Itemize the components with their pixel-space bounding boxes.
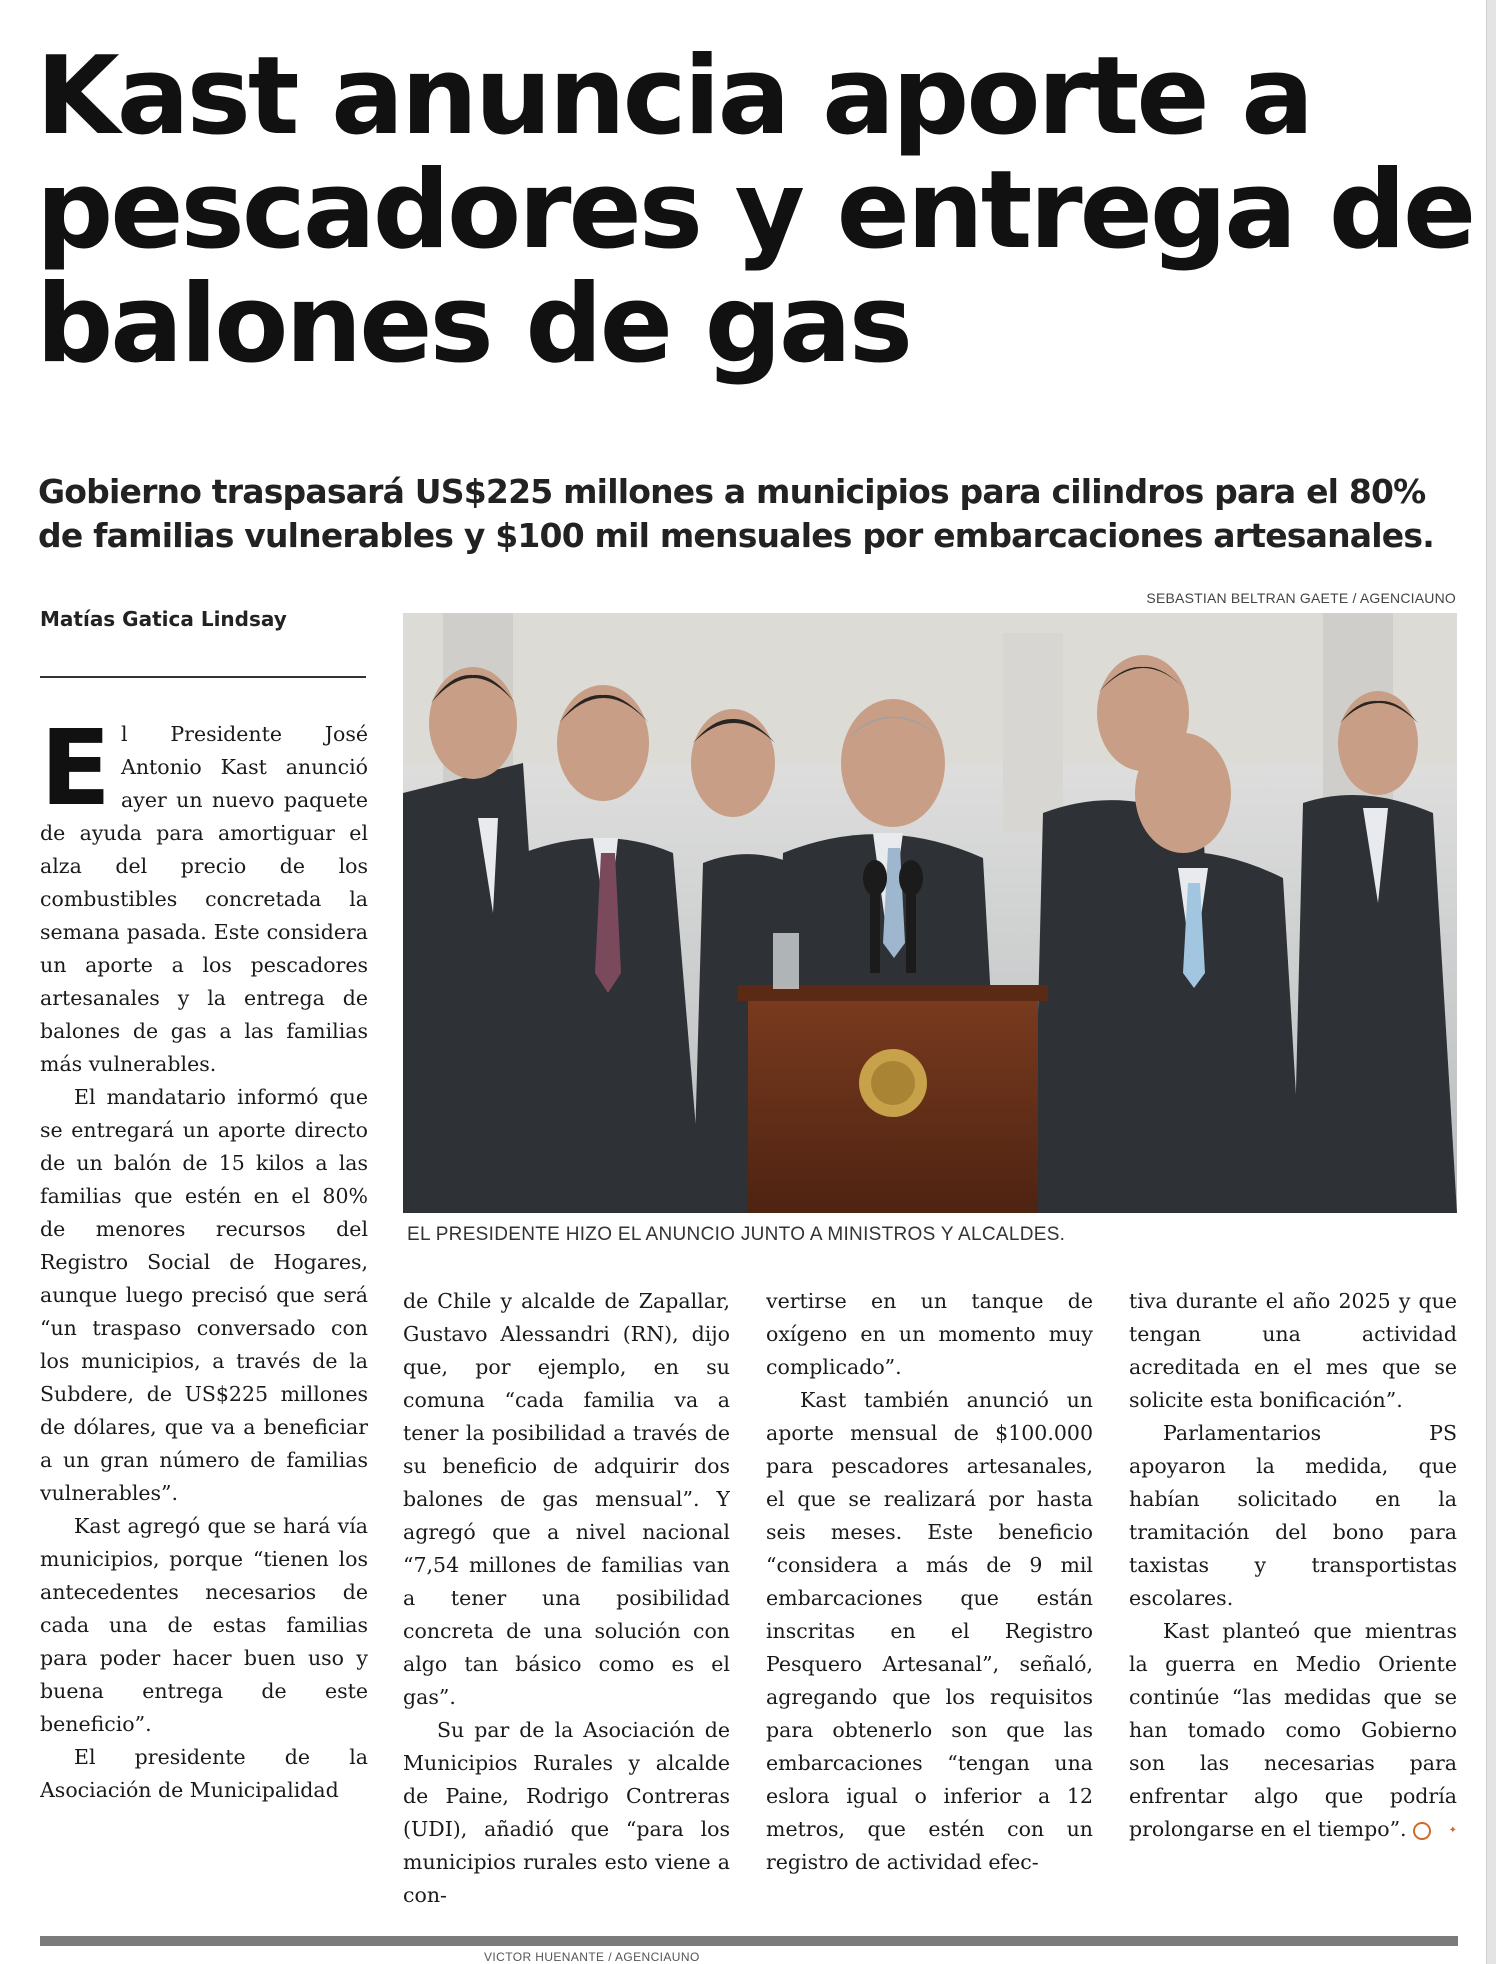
subheadline: Gobierno traspasará US$225 millones a municipios para cilindros para el 80% de familias vulnerables y $100 mil mensuales por embarcaciones artesanales. xyxy=(38,472,1434,555)
paragraph-text: l Presidente José Antonio Kast anunció ayer un nuevo paquete de ayuda para amortiguar el alza del precio de los combustibles concretada la semana pasada. Este considera un aporte a los pescadores artesanales y la entrega de balones de gas a las familias más vulnerables. xyxy=(40,722,368,1076)
paragraph: El presidente de la Asociación de Municipalidad xyxy=(40,1745,368,1802)
end-of-article-icon: ✦ xyxy=(1413,1822,1431,1840)
bottom-photo-credit: VICTOR HUENANTE / AGENCIAUNO xyxy=(484,1950,700,1964)
paragraph: Parlamentarios PS apoyaron la medida, que habían solicitado en la tramitación del bono para taxistas y transportistas escolares. xyxy=(1129,1421,1457,1610)
paragraph: El mandatario informó que se entregará un aporte directo de un balón de 15 kilos a las familias que estén en el 80% de menores recursos del Registro Social de Hogares, aunque luego precisó que será “un traspaso conversado con los municipios, a través de la Subdere, de US$225 millones de dólares, que va a beneficiar a un gran número de familias vulnerables”. xyxy=(40,1085,368,1505)
photo-credit: SEBASTIAN BELTRAN GAETE / AGENCIAUNO xyxy=(1146,590,1456,606)
byline: Matías Gatica Lindsay xyxy=(40,607,287,631)
paragraph-lead xyxy=(40,718,368,1081)
body-column-1 xyxy=(40,718,368,1954)
paragraph: Kast también anunció un aporte mensual de $100.000 para pescadores artesanales, el que se realizará por hasta seis meses. Este beneficio “considera a más de 9 mil embarcaciones que están inscritas en el Registro Pesquero Artesanal”, señaló, agregando que los requisitos para obtenerlo son que las embarcaciones “tengan una eslora igual o inferior a 12 metros, que estén con un registro de actividad efec- xyxy=(766,1388,1093,1874)
photo-caption: EL PRESIDENTE HIZO EL ANUNCIO JUNTO A MINISTROS Y ALCALDES. xyxy=(407,1224,1066,1245)
byline-divider xyxy=(40,676,366,678)
drop-cap: E xyxy=(40,718,112,829)
paragraph-text: Kast planteó que mientras la guerra en Medio Oriente continúe “las medidas que se han tomado como Gobierno son las necesarias para enfrentar algo que podría prolongarse en el tiempo”. xyxy=(1129,1619,1457,1841)
body-column-2 xyxy=(403,1285,730,1954)
paragraph-continued: tiva durante el año 2025 y que tengan una actividad acreditada en el mes que se solicite esta bonificación”. xyxy=(1129,1289,1457,1412)
paragraph-final xyxy=(1129,1615,1457,1846)
press-conference-image xyxy=(403,613,1457,1213)
body-column-3 xyxy=(766,1285,1093,1954)
article-photo xyxy=(403,613,1457,1213)
body-column-4 xyxy=(1129,1285,1457,1954)
page-edge xyxy=(1486,0,1496,1964)
paragraph-continued: de Chile y alcalde de Zapallar, Gustavo Alessandri (RN), dijo que, por ejemplo, en su comuna “cada familia va a tener la posibilidad a través de su beneficio de adquirir dos balones de gas mensual”. Y agregó que a nivel nacional “7,54 millones de familias van a tener una posibilidad concreta de una solución con algo tan básico como es el gas”. xyxy=(403,1289,730,1709)
paragraph-continued: vertirse en un tanque de oxígeno en un momento muy complicado”. xyxy=(766,1289,1093,1379)
bottom-divider xyxy=(40,1936,1458,1946)
headline: Kast anuncia aporte a pescadores y entrega de balones de gas xyxy=(36,34,1474,387)
paragraph: Kast agregó que se hará vía municipios, porque “tienen los antecedentes necesarios de cada una de estas familias para poder hacer buen uso y buena entrega de este beneficio”. xyxy=(40,1514,368,1736)
paragraph: Su par de la Asociación de Municipios Rurales y alcalde de Paine, Rodrigo Contreras (UDI), añadió que “para los municipios rurales esto viene a con- xyxy=(403,1718,730,1907)
